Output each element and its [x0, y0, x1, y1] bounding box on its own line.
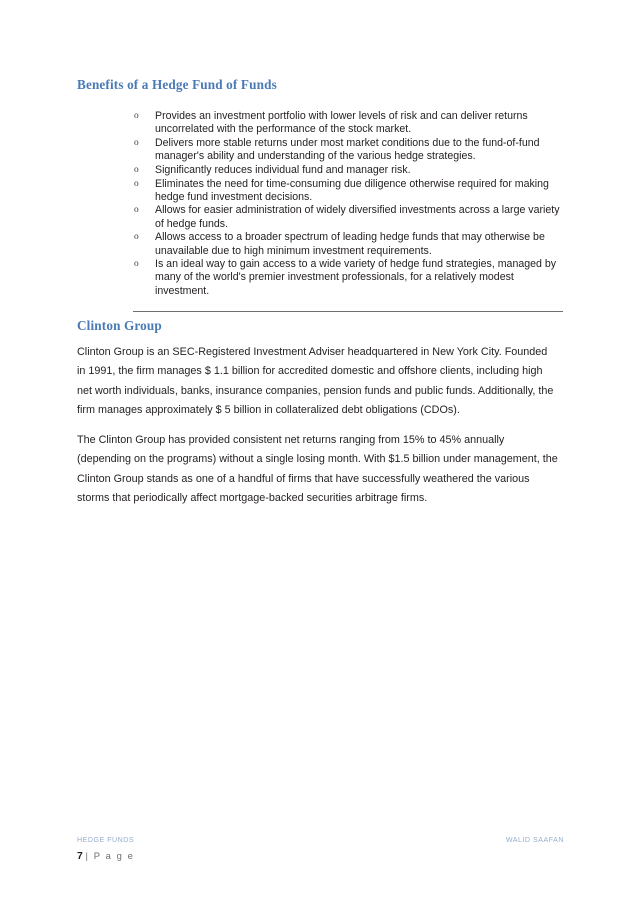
list-item	[133, 137, 563, 163]
list-item-text: Significantly reduces individual fund and manager risk.	[155, 163, 411, 176]
list-item	[133, 204, 563, 230]
bullet-circle-icon: o	[134, 111, 139, 121]
list-item	[133, 110, 563, 136]
clinton-group-paragraph-1: Clinton Group is an SEC-Registered Investment Adviser headquartered in New York City. Founded in 1991, the firm manages $ 1.1 billion for accredited domestic and offshore clients, including high net worth individuals, banks, insurance companies, pension funds and public funds. Additionally, the firm manages approximately $ 5 billion in collateralized debt obligations (CDOs).	[77, 345, 554, 417]
bullet-circle-icon: o	[134, 205, 139, 216]
list-item-text: Is an ideal way to gain access to a wide variety of hedge fund strategies, managed by many of the world's premier investment professionals, for a relatively modest investment.	[155, 258, 557, 297]
page-number: 7	[77, 851, 83, 862]
bullet-circle-icon: o	[134, 232, 139, 243]
list-item-text: Allows for easier administration of widely diversified investments across a large variety of hedge funds.	[155, 204, 560, 230]
bullet-circle-icon: o	[134, 259, 139, 270]
section-divider	[133, 311, 563, 312]
list-item	[133, 258, 563, 298]
bullet-circle-icon: o	[134, 178, 139, 189]
list-item	[133, 231, 563, 257]
list-item	[133, 164, 563, 177]
footer-author-name: WALID SAAFAN	[505, 836, 564, 844]
heading-clinton-group: Clinton Group	[77, 318, 162, 333]
list-item-text: Allows access to a broader spectrum of leading hedge funds that may otherwise be unavailable due to high minimum investment requirements.	[155, 231, 545, 257]
heading-benefits-of-a-hedge-fund-of-funds: Benefits of a Hedge Fund of Funds	[77, 77, 277, 92]
bullet-circle-icon: o	[134, 164, 139, 175]
footer-document-title: HEDGE FUNDS	[77, 836, 135, 844]
page-footer	[0, 836, 638, 876]
list-item	[133, 178, 563, 204]
benefits-bullet-list	[133, 110, 563, 298]
clinton-group-paragraph-2: The Clinton Group has provided consistent net returns ranging from 15% to 45% annually (depending on the programs) without a single losing month. With $1.5 billion under management, the Clinton Group stands as one of a handful of firms that have successfully weathered the various storms that periodically affect mortgage-backed securities arbitrage firms.	[77, 433, 558, 505]
footer-page-indicator	[77, 850, 134, 862]
page-label-text: | P a g e	[85, 850, 135, 861]
bullet-circle-icon: o	[134, 137, 139, 148]
list-item-text: Eliminates the need for time-consuming due diligence otherwise required for making hedge fund investment decisions.	[155, 177, 549, 203]
list-item-text: Delivers more stable returns under most market conditions due to the fund-of-fund manager's ability and understanding of the various hedge strategies.	[155, 136, 540, 163]
list-item-text: Provides an investment portfolio with lower levels of risk and can deliver returns uncorrelated with the performance of the stock market.	[155, 110, 528, 136]
